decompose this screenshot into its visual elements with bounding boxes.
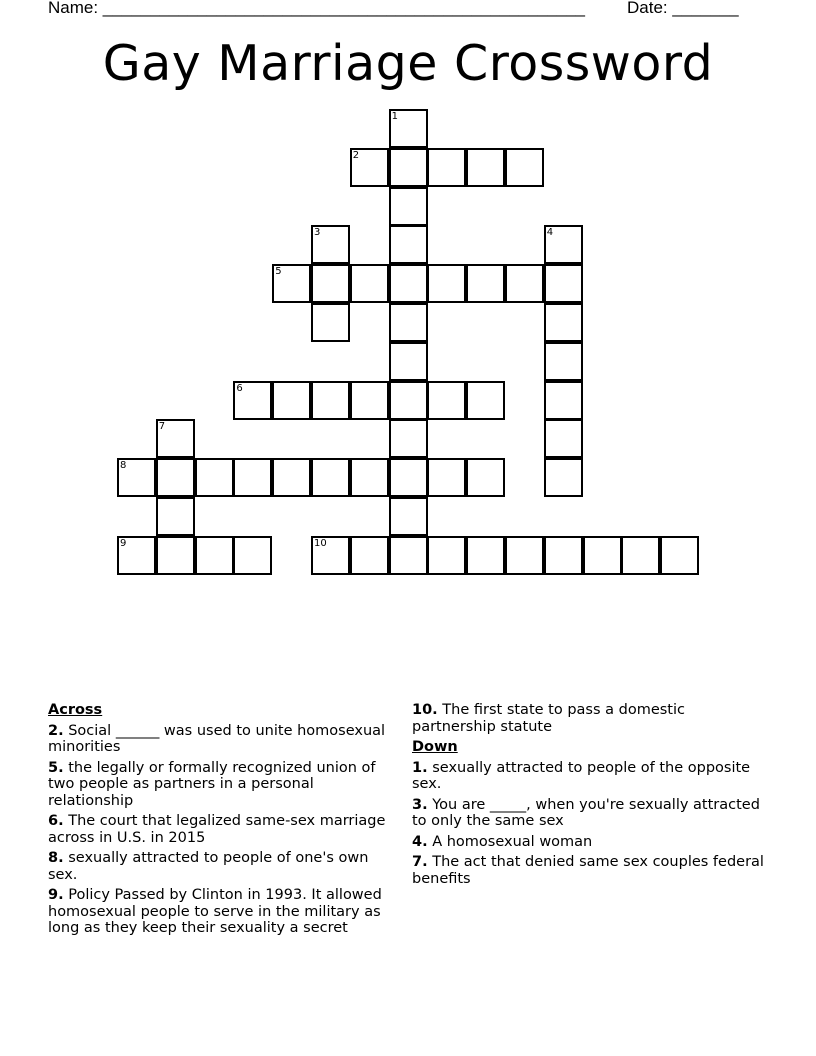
clue-down-1 <box>412 760 772 793</box>
clue-number-label: 4 <box>546 227 554 239</box>
grid-cell[interactable] <box>389 342 428 381</box>
grid-cell[interactable] <box>466 264 505 303</box>
grid-cell[interactable] <box>544 536 583 575</box>
grid-cell[interactable] <box>156 419 195 458</box>
grid-cell[interactable] <box>311 264 350 303</box>
grid-cell[interactable] <box>350 458 389 497</box>
down-heading: Down <box>412 739 458 755</box>
clue-number: 7. <box>412 854 428 870</box>
clue-number-label: 6 <box>236 382 243 394</box>
grid-cell[interactable] <box>427 536 466 575</box>
clue-number-label: 7 <box>158 421 166 433</box>
grid-cell[interactable] <box>156 536 195 575</box>
clue-number: 8. <box>48 850 64 866</box>
clue-across-9 <box>48 887 398 937</box>
grid-cell[interactable] <box>505 148 544 187</box>
clue-number-label: 2 <box>352 149 360 161</box>
grid-cell[interactable] <box>466 458 505 497</box>
grid-cell[interactable] <box>389 536 428 575</box>
grid-cell[interactable] <box>311 458 350 497</box>
clue-number-label: 8 <box>120 460 127 472</box>
grid-cell[interactable] <box>427 381 466 420</box>
clue-number-label: 10 <box>314 537 327 549</box>
grid-cell[interactable] <box>389 264 428 303</box>
clues-left-column <box>48 702 398 941</box>
grid-cell[interactable] <box>233 458 272 497</box>
clue-number-label: 3 <box>314 227 321 239</box>
grid-cell[interactable] <box>544 381 583 420</box>
clue-across-5 <box>48 760 398 810</box>
grid-cell[interactable] <box>350 381 389 420</box>
grid-cell[interactable] <box>311 536 350 575</box>
clue-number: 9. <box>48 887 64 903</box>
clue-number: 3. <box>412 796 428 813</box>
grid-cell[interactable] <box>233 381 272 420</box>
clue-number: 1. <box>412 759 428 776</box>
grid-cell[interactable] <box>544 419 583 458</box>
grid-cell[interactable] <box>389 381 428 420</box>
grid-cell[interactable] <box>544 264 583 303</box>
grid-cell[interactable] <box>350 264 389 303</box>
grid-cell[interactable] <box>389 109 428 148</box>
grid-cell[interactable] <box>389 225 428 264</box>
clue-number: 4. <box>412 833 428 850</box>
clue-down-4 <box>412 834 772 851</box>
grid-cell[interactable] <box>505 264 544 303</box>
grid-cell[interactable] <box>505 536 544 575</box>
clue-number-label: 1 <box>391 111 398 122</box>
grid-cell[interactable] <box>544 225 583 264</box>
grid-cell[interactable] <box>427 264 466 303</box>
clue-across-2 <box>48 723 398 756</box>
grid-cell[interactable] <box>427 148 466 187</box>
grid-cell[interactable] <box>389 497 428 536</box>
clue-text: The act that denied same sex couples federal benefits <box>412 854 764 887</box>
name-field-label[interactable]: Name: ___________________________________________________ <box>48 0 585 17</box>
page-title: Gay Marriage Crossword <box>102 35 714 92</box>
grid-cell[interactable] <box>117 458 156 497</box>
date-field-label[interactable]: Date: _______ <box>627 0 739 17</box>
grid-cell[interactable] <box>233 536 272 575</box>
grid-cell[interactable] <box>156 497 195 536</box>
clue-down-3 <box>412 797 772 830</box>
clue-number: 2. <box>48 722 64 739</box>
clue-text: You are _____, when you're sexually attracted to only the same sex <box>412 796 760 829</box>
grid-cell[interactable] <box>621 536 660 575</box>
grid-cell[interactable] <box>544 458 583 497</box>
clue-across-10 <box>412 702 772 735</box>
clue-number: 10. <box>412 702 438 718</box>
grid-cell[interactable] <box>311 381 350 420</box>
clue-number-label: 9 <box>120 537 127 549</box>
clue-text: sexually attracted to people of one's own sex. <box>48 850 369 883</box>
grid-cell[interactable] <box>350 148 389 187</box>
clue-text: Policy Passed by Clinton in 1993. It allowed homosexual people to serve in the military as long as they keep their sexuality a secret <box>48 887 382 936</box>
grid-cell[interactable] <box>544 342 583 381</box>
grid-cell[interactable] <box>389 458 428 497</box>
clue-text: sexually attracted to people of the opposite sex. <box>412 759 751 792</box>
clue-text: Social ______ was used to unite homosexual minorities <box>48 722 386 755</box>
grid-cell[interactable] <box>311 225 350 264</box>
clue-across-8 <box>48 850 398 883</box>
clue-number-label: 5 <box>275 266 282 278</box>
grid-cell[interactable] <box>466 381 505 420</box>
grid-cell[interactable] <box>311 303 350 342</box>
clue-number: 5. <box>48 759 64 776</box>
grid-cell[interactable] <box>660 536 699 575</box>
clue-across-6 <box>48 813 398 846</box>
grid-cell[interactable] <box>544 303 583 342</box>
grid-cell[interactable] <box>350 536 389 575</box>
clue-text: the legally or formally recognized union of two people as partners in a personal relationship <box>48 759 376 809</box>
grid-cell[interactable] <box>156 458 195 497</box>
grid-cell[interactable] <box>583 536 622 575</box>
grid-cell[interactable] <box>466 148 505 187</box>
grid-cell[interactable] <box>389 148 428 187</box>
clues-right-column <box>412 702 772 891</box>
grid-cell[interactable] <box>195 458 234 497</box>
clue-text: The first state to pass a domestic partnership statute <box>412 702 685 735</box>
grid-cell[interactable] <box>389 419 428 458</box>
grid-cell[interactable] <box>427 458 466 497</box>
grid-cell[interactable] <box>117 536 156 575</box>
clue-text: The court that legalized same-sex marriage across in U.S. in 2015 <box>48 813 386 846</box>
clue-text: A homosexual woman <box>427 833 593 850</box>
clue-down-7 <box>412 854 772 887</box>
grid-cell[interactable] <box>466 536 505 575</box>
grid-cell[interactable] <box>389 303 428 342</box>
clue-number: 6. <box>48 813 64 829</box>
grid-cell[interactable] <box>389 187 428 226</box>
grid-cell[interactable] <box>195 536 234 575</box>
grid-cell[interactable] <box>272 381 311 420</box>
across-heading: Across <box>48 702 103 718</box>
grid-cell[interactable] <box>272 264 311 303</box>
grid-cell[interactable] <box>272 458 311 497</box>
